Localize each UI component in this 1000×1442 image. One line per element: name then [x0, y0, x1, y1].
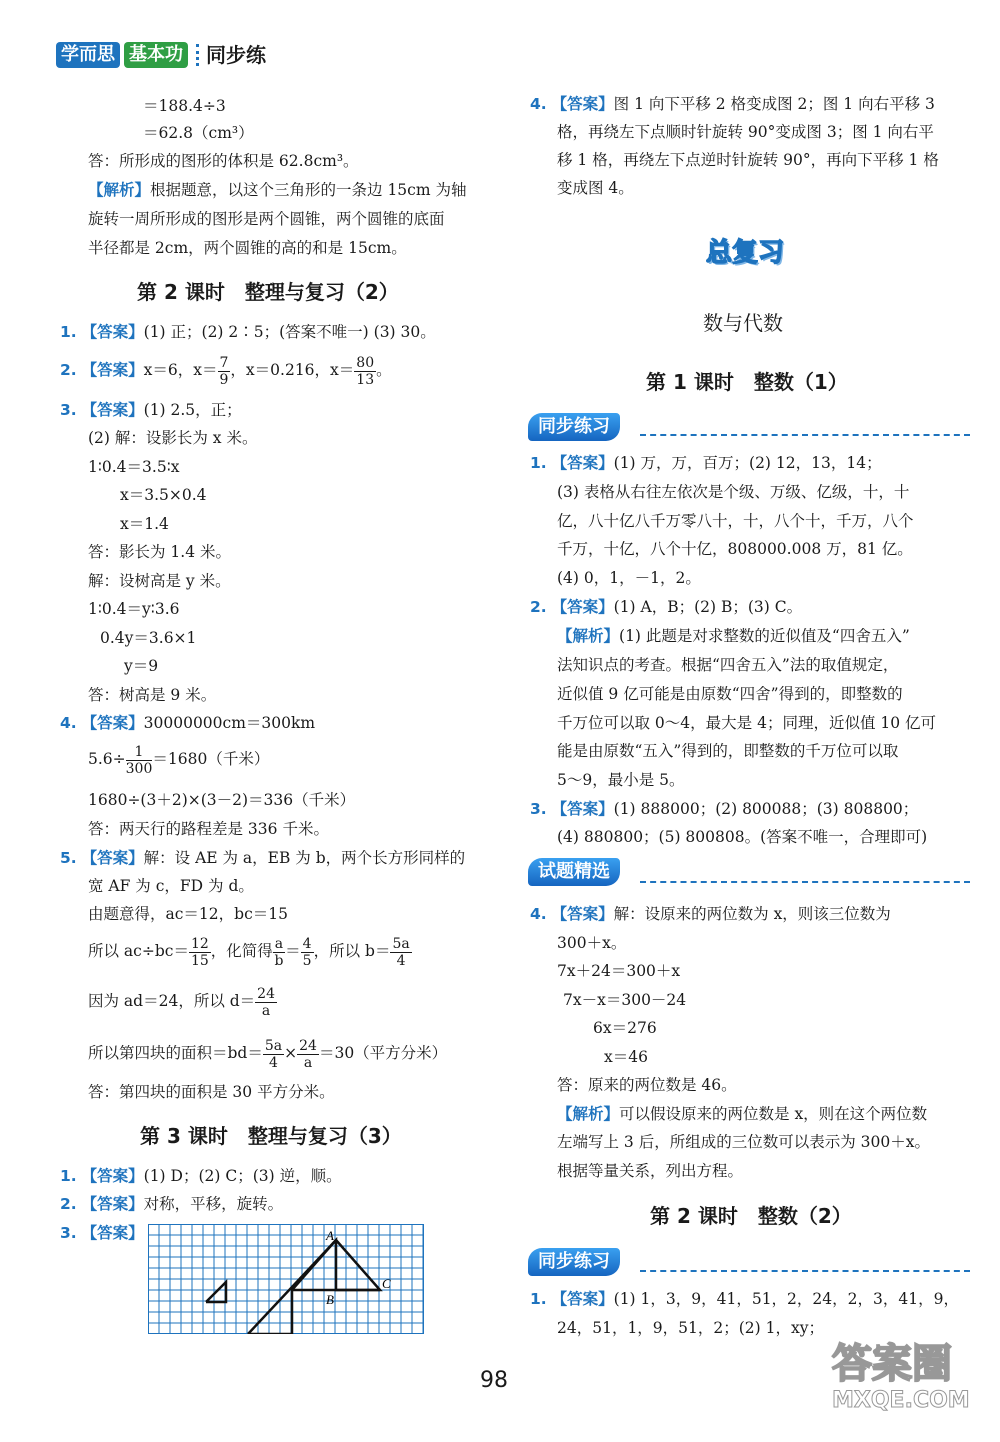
analysis-line: 旋转一周所形成的图形是两个圆锥，两个圆锥的底面 — [88, 210, 445, 228]
solution-line: x＝3.5×0.4 — [120, 486, 207, 504]
analysis-line: 【解析】可以假设原来的两位数是 x，则在这个两位数 — [557, 1105, 928, 1123]
solution-line: 因为 ad＝24，所以 d＝ $\frac{24}{a}$ — [88, 985, 275, 1019]
solution-line: x＝46 — [604, 1048, 648, 1066]
dashed-rule — [640, 1270, 970, 1272]
question-1: 1. 【答案】(1) D；(2) C；(3) 逆，顺。 — [60, 1167, 342, 1185]
fraction: $\frac{5a}{4}$ — [264, 1037, 283, 1071]
dashed-rule — [640, 434, 970, 436]
unit-title: 数与代数 — [703, 311, 783, 335]
analysis-line: 能是由原数“五入”得到的，即整数的千万位可以取 — [557, 742, 899, 760]
solution-line: 答：树高是 9 米。 — [88, 686, 217, 704]
answer-line: (3) 表格从右往左依次是个级、万级、亿级，十，十 — [557, 483, 910, 501]
answer-line: (4) 0，1，－1，2。 — [557, 569, 701, 587]
question-2: 2. 【答案】x＝6，x＝ $\frac{7}{9}$ ，x＝0.216，x＝ $\frac{80}{13}$ 。 — [60, 354, 392, 388]
analysis-line: 半径都是 2cm，两个圆锥的高的和是 15cm。 — [88, 239, 407, 257]
analysis-line: 根据等量关系，列出方程。 — [557, 1162, 744, 1180]
solution-line: 5.6÷ $\frac{1}{300}$ ＝1680（千米） — [88, 743, 270, 777]
fraction: $\frac{12}{15}$ — [190, 935, 209, 969]
brand-logo-1: 学而思 — [56, 42, 120, 68]
fraction: $\frac{24}{a}$ — [299, 1037, 317, 1071]
analysis-line: 5～9，最小是 5。 — [557, 771, 685, 789]
grid-figure — [148, 1224, 424, 1334]
answer-line: 变成图 4。 — [557, 179, 634, 197]
analysis-line: 左端写上 3 后，所组成的三位数可以表示为 300＋x。 — [557, 1133, 930, 1151]
practice-badge: 同步练习 — [528, 413, 620, 441]
question-3: 3. 【答案】(1) 2.5，正； — [60, 401, 242, 419]
fraction: $\frac{5a}{4}$ — [392, 935, 410, 969]
question-4: 4. 【答案】30000000cm＝300km — [60, 714, 316, 732]
solution-line: 7x－x＝300－24 — [563, 991, 687, 1009]
fraction: $\frac{80}{13}$ — [356, 354, 375, 388]
solution-line: 0.4y＝3.6×1 — [100, 629, 197, 647]
dashed-rule — [640, 881, 970, 883]
practice-badge: 同步练习 — [528, 1248, 620, 1276]
question-1: 1. 【答案】(1) 正；(2) 2∶5；(答案不唯一) (3) 30。 — [60, 323, 436, 341]
solution-line: 7x＋24＝300＋x — [557, 962, 681, 980]
solution-line: y＝9 — [124, 657, 159, 675]
question-1: 1. 【答案】(1) 1，3，9，41，51，2，24，2，3，41，9， — [530, 1290, 959, 1308]
solution-line: 6x＝276 — [593, 1019, 657, 1037]
section-heading: 第 1 课时 整数（1） — [646, 370, 848, 394]
solution-line: 解：设树高是 y 米。 — [88, 572, 231, 590]
chapter-title: 总复习 — [706, 238, 785, 268]
solution-line: 答：原来的两位数是 46。 — [557, 1076, 737, 1094]
answer-line: 24，51，1，9，51，2；(2) 1，xy； — [557, 1319, 824, 1337]
question-3: 3. 【答案】 — [60, 1224, 144, 1242]
solution-line: 答：第四块的面积是 30 平方分米。 — [88, 1083, 335, 1101]
header-title: 同步练 — [206, 43, 266, 67]
selected-questions-badge: 试题精选 — [528, 858, 620, 886]
analysis-line: 【解析】(1) 此题是对求整数的近似值及“四舍五入” — [557, 627, 910, 645]
answer-line: (4) 880800；(5) 800808。(答案不唯一，合理即可) — [557, 828, 928, 846]
calc-line: ＝62.8（cm³） — [143, 124, 254, 142]
answer-line: 千万，十亿，八个十亿，808000.008 万，81 亿。 — [557, 540, 913, 558]
answer-line: 亿，八十亿八千万零八十，十，八个十，千万，八个 — [557, 512, 914, 530]
section-heading: 第 2 课时 整数（2） — [650, 1204, 852, 1228]
analysis-line: 法知识点的考查。根据“四舍五入”法的取值规定， — [557, 656, 899, 674]
analysis-tag: 【解析】 — [88, 181, 151, 199]
analysis-line: 【解析】根据题意，以这个三角形的一条边 15cm 为轴 — [88, 181, 467, 199]
solution-line: (2) 解：设影长为 x 米。 — [88, 429, 258, 447]
question-1: 1. 【答案】(1) 万，万，百万；(2) 12，13，14； — [530, 454, 882, 472]
answer-line: 答：所形成的图形的体积是 62.8cm³。 — [88, 152, 359, 170]
solution-line: 300＋x。 — [557, 934, 627, 952]
watermark-title: 答案圈 — [832, 1341, 952, 1387]
fraction: $\frac{a}{b}$ — [274, 935, 284, 969]
page-number: 98 — [480, 1368, 508, 1393]
solution-line: 所以 ac÷bc＝ $\frac{12}{15}$ ，化简得 $\frac{a}{b}$ ＝ $\frac{4}{5}$ ，所以 b＝ $\frac{5a}{4}$ — [88, 935, 410, 969]
calc-line: ＝188.4÷3 — [143, 97, 226, 115]
label-b: B — [326, 1292, 334, 1307]
section-heading: 第 3 课时 整理与复习（3） — [140, 1124, 402, 1148]
question-2: 2. 【答案】(1) A，B；(2) B；(3) C。 — [530, 598, 803, 616]
question-2: 2. 【答案】对称，平移，旋转。 — [60, 1195, 284, 1213]
fraction: $\frac{4}{5}$ — [302, 935, 312, 969]
fraction: $\frac{7}{9}$ — [219, 354, 229, 388]
solution-line: 1∶0.4＝y∶3.6 — [88, 600, 180, 618]
question-4: 4. 【答案】解：设原来的两位数为 x，则该三位数为 — [530, 905, 891, 923]
answer-line: 格，再绕左下点顺时针旋转 90°变成图 3；图 1 向右平 — [557, 123, 934, 141]
section-heading: 第 2 课时 整理与复习（2） — [137, 280, 399, 304]
fraction: $\frac{1}{300}$ — [125, 743, 153, 777]
solution-line: 1680÷(3＋2)×(3－2)＝336（千米） — [88, 791, 356, 809]
question-3: 3. 【答案】(1) 888000；(2) 800088；(3) 808800； — [530, 800, 919, 818]
brand-logo-2: 基本功 — [124, 42, 188, 68]
analysis-line: 近似值 9 亿可能是由原数“四舍”得到的，即整数的 — [557, 685, 903, 703]
solution-line: 答：两天行的路程差是 336 千米。 — [88, 820, 329, 838]
question-4: 4. 【答案】图 1 向下平移 2 格变成图 2；图 1 向右平移 3 — [530, 95, 935, 113]
solution-line: x＝1.4 — [120, 515, 169, 533]
watermark-url: MXQE.COM — [832, 1388, 970, 1413]
label-a: A — [326, 1228, 334, 1243]
answer-line: 移 1 格，再绕左下点逆时针旋转 90°，再向下平移 1 格 — [557, 151, 939, 169]
solution-line: 答：影长为 1.4 米。 — [88, 543, 232, 561]
solution-line: 由题意得，ac＝12，bc＝15 — [88, 905, 288, 923]
fraction: $\frac{24}{a}$ — [257, 985, 275, 1019]
analysis-line: 千万位可以取 0～4，最大是 4；同理，近似值 10 亿可 — [557, 714, 937, 732]
header-divider — [196, 44, 202, 66]
solution-line: 1∶0.4＝3.5∶x — [88, 458, 180, 476]
solution-line: 所以第四块的面积＝bd＝ $\frac{5a}{4}$ × $\frac{24}{a}$ ＝30（平方分米） — [88, 1037, 448, 1071]
question-5: 5. 【答案】解：设 AE 为 a，EB 为 b，两个长方形同样的 — [60, 849, 466, 867]
solution-line: 宽 AF 为 c，FD 为 d。 — [88, 877, 254, 895]
watermark — [832, 1340, 992, 1430]
label-c: C — [382, 1276, 391, 1291]
